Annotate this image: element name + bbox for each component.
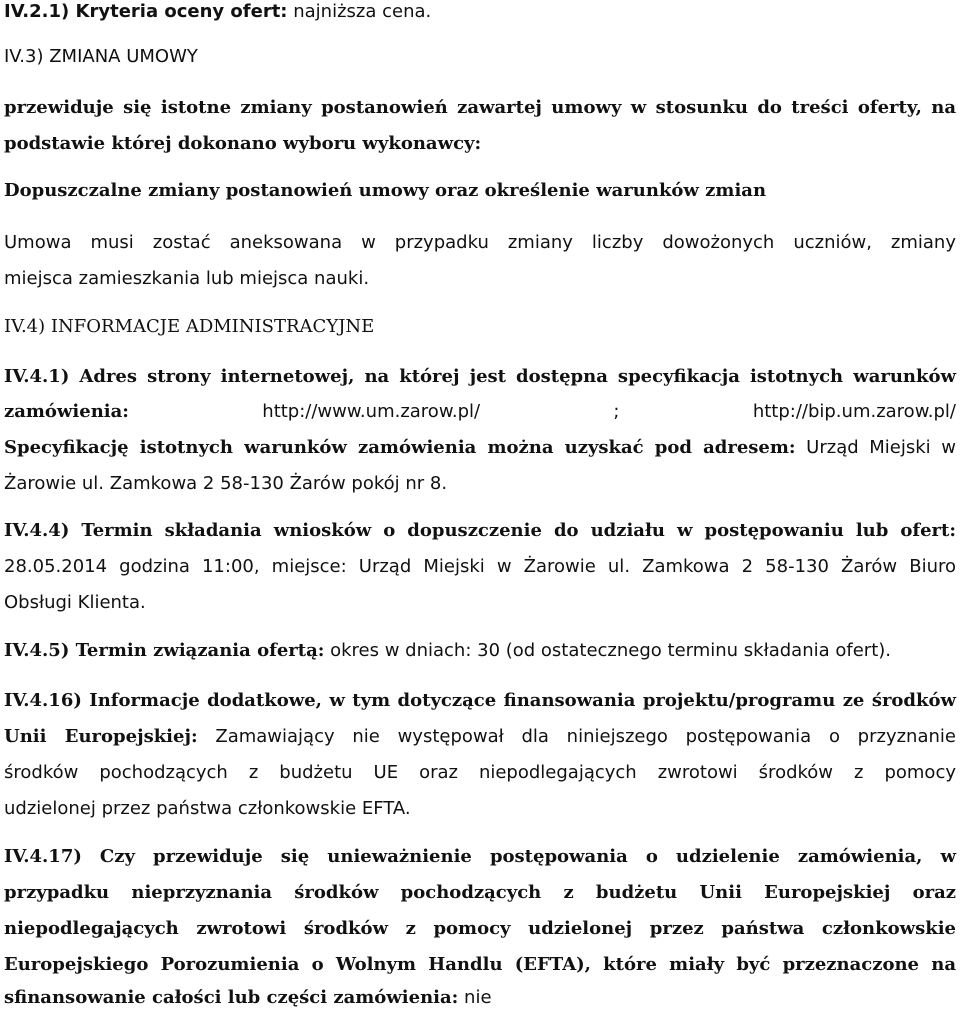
website-url-2[interactable]: http://bip.um.zarow.pl/ xyxy=(752,401,956,422)
website-line-2 xyxy=(4,401,956,423)
binding-label: IV.4.5) Termin związania ofertą: xyxy=(4,640,325,661)
eu-label: Unii Europejskiej: xyxy=(4,726,198,747)
order-label: zamówienia: xyxy=(4,401,129,422)
spec-address-line-2: Żarowie ul. Zamkowa 2 58-130 Żarów pokój nr 8. xyxy=(4,473,448,494)
contract-change-line-4: Umowa musi zostać aneksowana w przypadku zmiany liczby dowożonych uczniów, zmiany xyxy=(4,232,956,253)
annulment-label: sfinansowanie całości lub części zamówienia: xyxy=(4,987,459,1008)
spec-address-line xyxy=(4,437,956,459)
contract-change-line-5: miejsca zamieszkania lub miejsca nauki. xyxy=(4,268,370,289)
admin-info-heading: IV.4) INFORMACJE ADMINISTRACYJNE xyxy=(4,316,375,337)
annulment-line-4: Europejskiego Porozumienia o Wolnym Handlu (EFTA), które miały być przeznaczone na xyxy=(4,954,956,975)
contract-change-heading: IV.3) ZMIANA UMOWY xyxy=(4,46,198,67)
deadline-line-1: IV.4.4) Termin składania wniosków o dopuszczenie do udziału w postępowaniu lub ofert: xyxy=(4,520,956,541)
additional-info-line-2 xyxy=(4,726,956,748)
additional-info-line-4: udzielonej przez państwa członkowskie EFTA. xyxy=(4,798,411,819)
deadline-line-2: 28.05.2014 godzina 11:00, miejsce: Urząd Miejski w Żarowie ul. Zamkowa 2 58-130 Żarów Biuro xyxy=(4,556,956,577)
spec-address-label: Specyfikację istotnych warunków zamówienia można uzyskać pod adresem: xyxy=(4,437,796,458)
annulment-line-1: IV.4.17) Czy przewiduje się unieważnienie postępowania o udzielenie zamówienia, w xyxy=(4,846,956,867)
contract-change-line-2: podstawie której dokonano wyboru wykonawcy: xyxy=(4,133,482,154)
annulment-value: nie xyxy=(458,987,492,1008)
annulment-line-3: niepodlegających zwrotowi środków z pomocy udzielonej przez państwa członkowskie xyxy=(4,918,956,939)
criteria-line xyxy=(4,1,956,23)
spec-address-value: Urząd Miejski w xyxy=(795,437,956,458)
annulment-line-5 xyxy=(4,987,956,1009)
website-url-1[interactable]: http://www.um.zarow.pl/ xyxy=(262,401,481,422)
binding-line xyxy=(4,640,956,662)
additional-info-line-3: środków pochodzących z budżetu UE oraz niepodlegających zwrotowi środków z pomocy xyxy=(4,762,956,783)
website-line-1: IV.4.1) Adres strony internetowej, na której jest dostępna specyfikacja istotnych warunków xyxy=(4,366,956,387)
criteria-label: IV.2.1) Kryteria oceny ofert: xyxy=(4,1,288,22)
criteria-value: najniższa cena. xyxy=(287,1,432,22)
url-separator: ; xyxy=(613,401,620,422)
deadline-line-3: Obsługi Klienta. xyxy=(4,592,146,613)
eu-value: Zamawiający nie występował dla niniejszego postępowania o przyznanie xyxy=(197,726,956,747)
binding-value: okres w dniach: 30 (od ostatecznego terminu składania ofert). xyxy=(324,640,891,661)
annulment-line-2: przypadku nieprzyznania środków pochodzących z budżetu Unii Europejskiej oraz xyxy=(4,882,956,903)
contract-change-line-1: przewiduje się istotne zmiany postanowień zawartej umowy w stosunku do treści oferty, na xyxy=(4,97,956,118)
contract-change-line-3: Dopuszczalne zmiany postanowień umowy oraz określenie warunków zmian xyxy=(4,180,767,201)
additional-info-line-1: IV.4.16) Informacje dodatkowe, w tym dotyczące finansowania projektu/programu ze środków xyxy=(4,690,956,711)
